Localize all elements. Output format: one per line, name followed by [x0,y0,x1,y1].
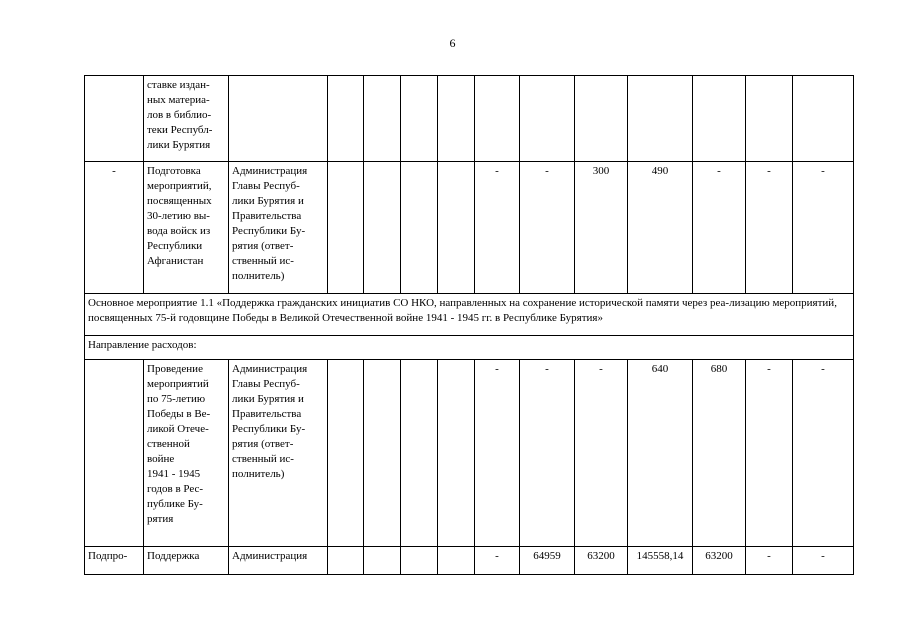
cell-event: Проведение мероприятий по 75-летию Победы в Ве- ликой Отече- ственной войне 1941 - 1945 годов в Рес- публике Бу- рятия [144,360,229,547]
cell-value [364,360,401,547]
cell-code [85,76,144,162]
cell-value: 680 [693,360,746,547]
cell-value: - [575,360,628,547]
cell-value: 63200 [693,547,746,575]
cell-value: 490 [628,162,693,294]
cell-value: - [793,162,854,294]
cell-value [328,76,364,162]
cell-value [628,76,693,162]
cell-value: - [746,547,793,575]
section-heading: Основное мероприятие 1.1 «Поддержка гражданских инициатив СО НКО, направленных на сохранение исторической памяти через реа-лизацию мероприятий, посвященных 75-й годовщине Победы в Великой Отечественной войне 1941 - 1945 гг. в Республике Бурятия» [85,294,854,336]
cell-value [438,76,475,162]
cell-event: ставке издан- ных материа- лов в библио- теки Республ- лики Бурятия [144,76,229,162]
cell-value: - [475,547,520,575]
cell-executor [229,76,328,162]
table-row [85,336,854,360]
cell-value: 145558,14 [628,547,693,575]
table-row [85,547,854,575]
cell-value [364,162,401,294]
cell-value [401,162,438,294]
cell-executor: Администрация Главы Респуб- лики Бурятия и Правительства Республики Бу- рятия (ответ- ственный ис- полнитель) [229,162,328,294]
cell-value [746,76,793,162]
cell-value [328,162,364,294]
cell-value: - [746,162,793,294]
cell-value: - [746,360,793,547]
page-number: 6 [449,36,456,50]
cell-value [575,76,628,162]
cell-value [364,76,401,162]
cell-value [364,547,401,575]
cell-value: - [793,360,854,547]
cell-value [438,162,475,294]
table-row [85,360,854,547]
cell-value [693,76,746,162]
cell-value: - [520,162,575,294]
cell-value [401,360,438,547]
cell-value [401,547,438,575]
cell-value [793,76,854,162]
table-row [85,162,854,294]
cell-value: - [793,547,854,575]
cell-value [328,547,364,575]
table-row [85,76,854,162]
cell-value: 640 [628,360,693,547]
cell-event: Поддержка [144,547,229,575]
cell-executor: Администрация [229,547,328,575]
cell-value [475,76,520,162]
cell-value [438,360,475,547]
cell-value: - [475,162,520,294]
table-row [85,294,854,336]
cell-executor: Администрация Главы Респуб- лики Бурятия и Правительства Республики Бу- рятия (ответ- ственный ис- полнитель) [229,360,328,547]
cell-value: - [475,360,520,547]
cell-value: - [520,360,575,547]
cell-code: - [85,162,144,294]
cell-value: - [693,162,746,294]
cell-value [438,547,475,575]
cell-value [328,360,364,547]
expense-direction-label: Направление расходов: [85,336,854,360]
cell-code [85,360,144,547]
cell-value: 63200 [575,547,628,575]
budget-table [84,75,854,575]
cell-value: 300 [575,162,628,294]
cell-value [401,76,438,162]
cell-event: Подготовка мероприятий, посвященных 30-летию вы- вода войск из Республики Афганистан [144,162,229,294]
cell-value: 64959 [520,547,575,575]
cell-value [520,76,575,162]
cell-code: Подпро- [85,547,144,575]
